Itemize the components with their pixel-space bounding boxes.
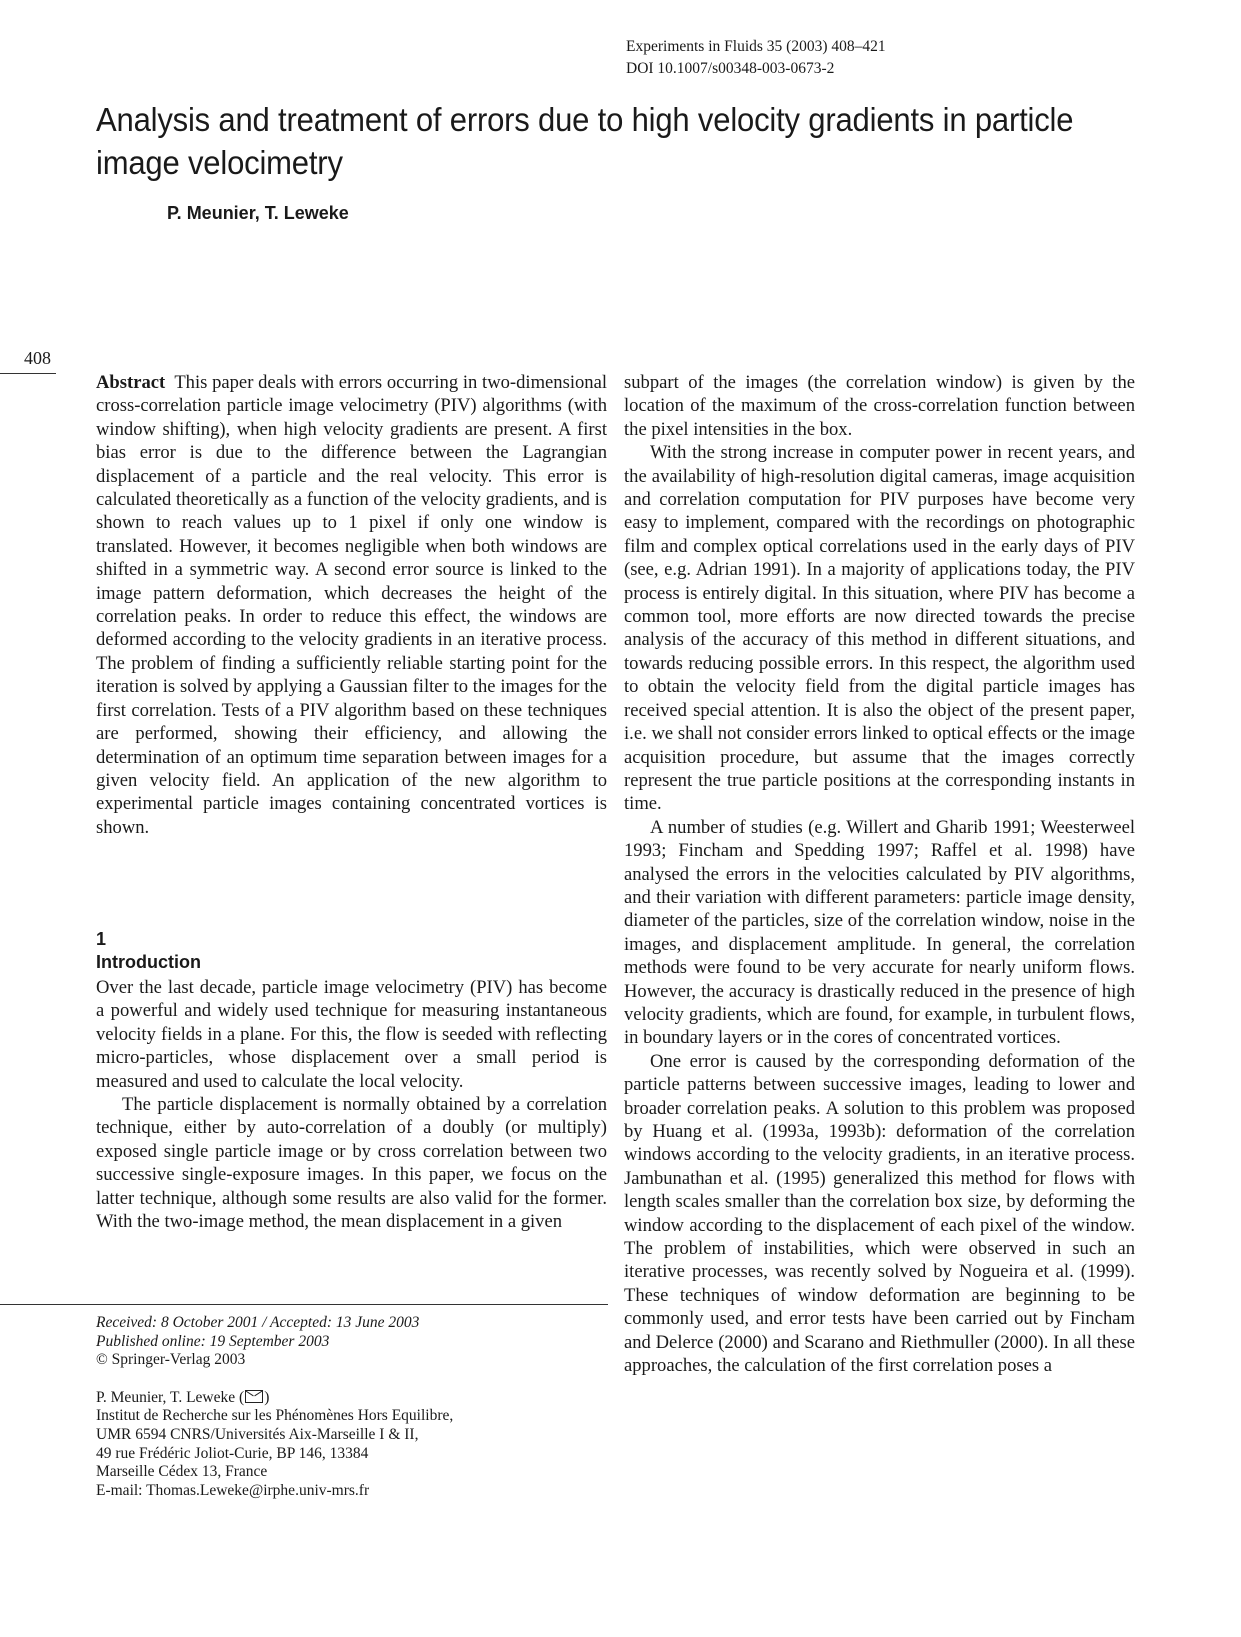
abstract-paragraph (96, 371, 607, 839)
footnote-rule (0, 1304, 608, 1305)
affiliation-line: Marseille Cédex 13, France (96, 1463, 268, 1481)
doi-line: DOI 10.1007/s00348-003-0673-2 (626, 60, 835, 77)
intro-paragraph: Over the last decade, particle image velocimetry (PIV) has become a powerful and widely used technique for measuring instantaneous velocity fields in a plane. For this, the flow is seeded with reflecting micro-particles, whose displacement over a small period is measured and used to calculate the local velocity. (96, 977, 607, 1092)
correspondence-line: P. Meunier, T. Leweke ( ) (96, 1388, 270, 1406)
abstract-label: Abstract (96, 372, 166, 393)
section-title: Introduction (96, 952, 201, 972)
copyright-line: © Springer-Verlag 2003 (96, 1351, 246, 1369)
contact-names: P. Meunier, T. Leweke (96, 1388, 236, 1406)
abstract-text: This paper deals with errors occurring in two-dimensional cross-correlation particle image velocimetry (PIV) algorithms (with window shifting), when high velocity gradients are present. A first bias error is due to the difference between the Lagrangian displacement of a particle and the real velocity. This error is calculated theoretically as a function of the velocity gradients, and is shown to reach values up to 1 pixel if only one window is translated. However, it becomes negligible when both windows are shifted in a symmetric way. A second error source is linked to the image pattern deformation, which decreases the height of the correlation peaks. In order to reduce this effect, the windows are deformed according to the velocity gradients in an iterative process. The problem of finding a sufficiently reliable starting point for the iteration is solved by applying a Gaussian filter to the images for the first correlation. Tests of a PIV algorithm based on these techniques are performed, showing their efficiency, and allowing the determination of an optimum time separation between images for a given velocity field. An application of the new algorithm to experimental particle images containing concentrated vortices is shown. (96, 372, 607, 838)
section-heading (96, 928, 607, 974)
journal-citation: Experiments in Fluids 35 (2003) 408–421 (626, 38, 886, 55)
page-number: 408 (24, 348, 51, 368)
abstract-block (96, 371, 607, 839)
footnote-block (96, 1314, 607, 1500)
journal-header (626, 36, 886, 80)
right-column (624, 371, 1135, 1377)
section-number: 1 (96, 929, 107, 949)
received-date: Received: 8 October 2001 / Accepted: 13 June 2003 (96, 1314, 420, 1331)
page-number-rule (0, 373, 56, 374)
affiliation-line: UMR 6594 CNRS/Universités Aix-Marseille I & II, (96, 1425, 419, 1443)
email-line: E-mail: Thomas.Leweke@irphe.univ-mrs.fr (96, 1481, 370, 1499)
introduction-left-column (96, 976, 607, 1233)
body-paragraph: subpart of the images (the correlation window) is given by the location of the maximum of the cross-correlation function between the pixel intensities in the box. (624, 372, 1135, 440)
affiliation-line: 49 rue Frédéric Joliot-Curie, BP 146, 13384 (96, 1444, 369, 1462)
body-paragraph: One error is caused by the corresponding deformation of the particle patterns between successive images, leading to lower and broader correlation peaks. A solution to this problem was proposed by Huang et al. (1993a, 1993b): deformation of the correlation windows according to the velocity gradients, in an iterative process. Jambunathan et al. (1995) generalized this method for flows with length scales smaller than the correlation box size, by deforming the window according to the displacement of each pixel of the window. The problem of instabilities, which were observed in such an iterative processes, was recently solved by Nogueira et al. (1999). These techniques of window deformation are beginning to be commonly used, and error tests have been carried out by Fincham and Delerce (2000) and Scarano and Riethmuller (2000). In all these approaches, the calculation of the first correlation poses a (624, 1050, 1135, 1377)
article-title: Analysis and treatment of errors due to high velocity gradients in particle image velocimetry (96, 101, 1074, 181)
affiliation-line: Institut de Recherche sur les Phénomènes Hors Equilibre, (96, 1407, 454, 1425)
body-paragraph: A number of studies (e.g. Willert and Gharib 1991; Weesterweel 1993; Fincham and Spedding 1997; Raffel et al. 1998) have analysed the errors in the velocities calculated by PIV algorithms, and their variation with different parameters: particle image density, diameter of the particles, size of the correlation window, noise in the images, and displacement amplitude. In general, the correlation methods were found to be very accurate for nearly uniform flows. However, the accuracy is drastically reduced in the presence of high velocity gradients, which are found, for example, in turbulent flows, in boundary layers or in the cores of concentrated vortices. (624, 816, 1135, 1049)
envelope-icon (245, 1390, 263, 1403)
intro-paragraph: The particle displacement is normally obtained by a correlation technique, either by auto-correlation of a doubly (or multiply) exposed single particle image or by cross correlation between two successive single-exposure images. In this paper, we focus on the latter technique, although some results are also valid for the former. With the two-image method, the mean displacement in a given (96, 1094, 607, 1233)
article-authors: P. Meunier, T. Leweke (167, 203, 349, 223)
published-date: Published online: 19 September 2003 (96, 1332, 330, 1350)
body-paragraph: With the strong increase in computer power in recent years, and the availability of high-resolution digital cameras, image acquisition and correlation computation for PIV purposes have become very easy to implement, compared with the recordings on photographic film and complex optical correlations used in the early days of PIV (see, e.g. Adrian 1991). In a majority of applications today, the PIV process is entirely digital. In this situation, where PIV has become a common tool, more efforts are now directed towards the precise analysis of the accuracy of this method in different situations, and towards reducing possible errors. In this respect, the algorithm used to obtain the velocity field from the digital particle images has received special attention. It is also the object of the present paper, i.e. we shall not consider errors linked to optical effects or the image acquisition procedure, but assume that the images correctly represent the true particle positions at the corresponding instants in time. (624, 442, 1135, 815)
